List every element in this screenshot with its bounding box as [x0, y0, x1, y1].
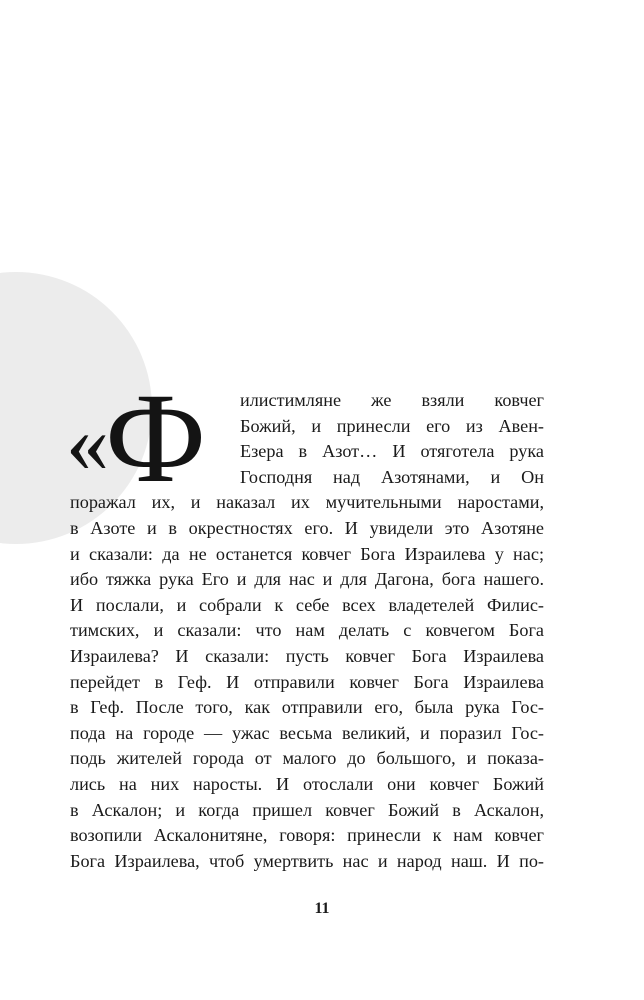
text-line: в Азоте и в окрестностях его. И увидели это Азотяне — [70, 517, 544, 538]
text-line: пода на городе — ужас весьма великий, и поразил Гос- — [70, 722, 544, 743]
text-line: лись на них наросты. И отослали они ковчег Божий — [70, 773, 544, 794]
text-line: перейдет в Геф. И отправили ковчег Бога Израилева — [70, 671, 544, 692]
drop-cap-quote: « — [66, 394, 109, 490]
body-paragraph — [70, 388, 544, 874]
text-line: И послали, и собрали к себе всех владетелей Филис- — [70, 594, 544, 615]
text-line: подь жителей города от малого до большого, и показа- — [70, 748, 544, 769]
text-line: возопили Аскалонитяне, говоря: принесли к нам ковчег — [70, 825, 544, 846]
text-line: Израилева? И сказали: пусть ковчег Бога Израилева — [70, 645, 544, 666]
text-line: Божий, и принесли его из Авен- — [240, 415, 544, 436]
text-line: илистимляне же взяли ковчег — [240, 390, 544, 410]
text-line: Езера в Азот… И отяготела рука — [240, 441, 544, 462]
text-line: в Аскалон; и когда пришел ковчег Божий в Аскалон, — [70, 799, 544, 820]
text-line: Господня над Азотянами, и Он — [240, 466, 544, 487]
text-line: поражал их, и наказал их мучительными наростами, — [70, 492, 544, 513]
text-line: ибо тяжка рука Его и для нас и для Дагона, бога нашего. — [70, 569, 544, 590]
text-line: тимских, и сказали: что нам делать с ковчегом Бога — [70, 620, 544, 641]
text-line: в Геф. После того, как отправили его, была рука Гос- — [70, 697, 544, 718]
drop-cap-letter: Ф — [105, 367, 207, 509]
text-line: и сказали: да не останется ковчег Бога Израилева у нас; — [70, 543, 544, 564]
page-number: 11 — [314, 900, 330, 917]
text-line: Бога Израилева, чтоб умертвить нас и народ наш. И по- — [70, 850, 544, 871]
